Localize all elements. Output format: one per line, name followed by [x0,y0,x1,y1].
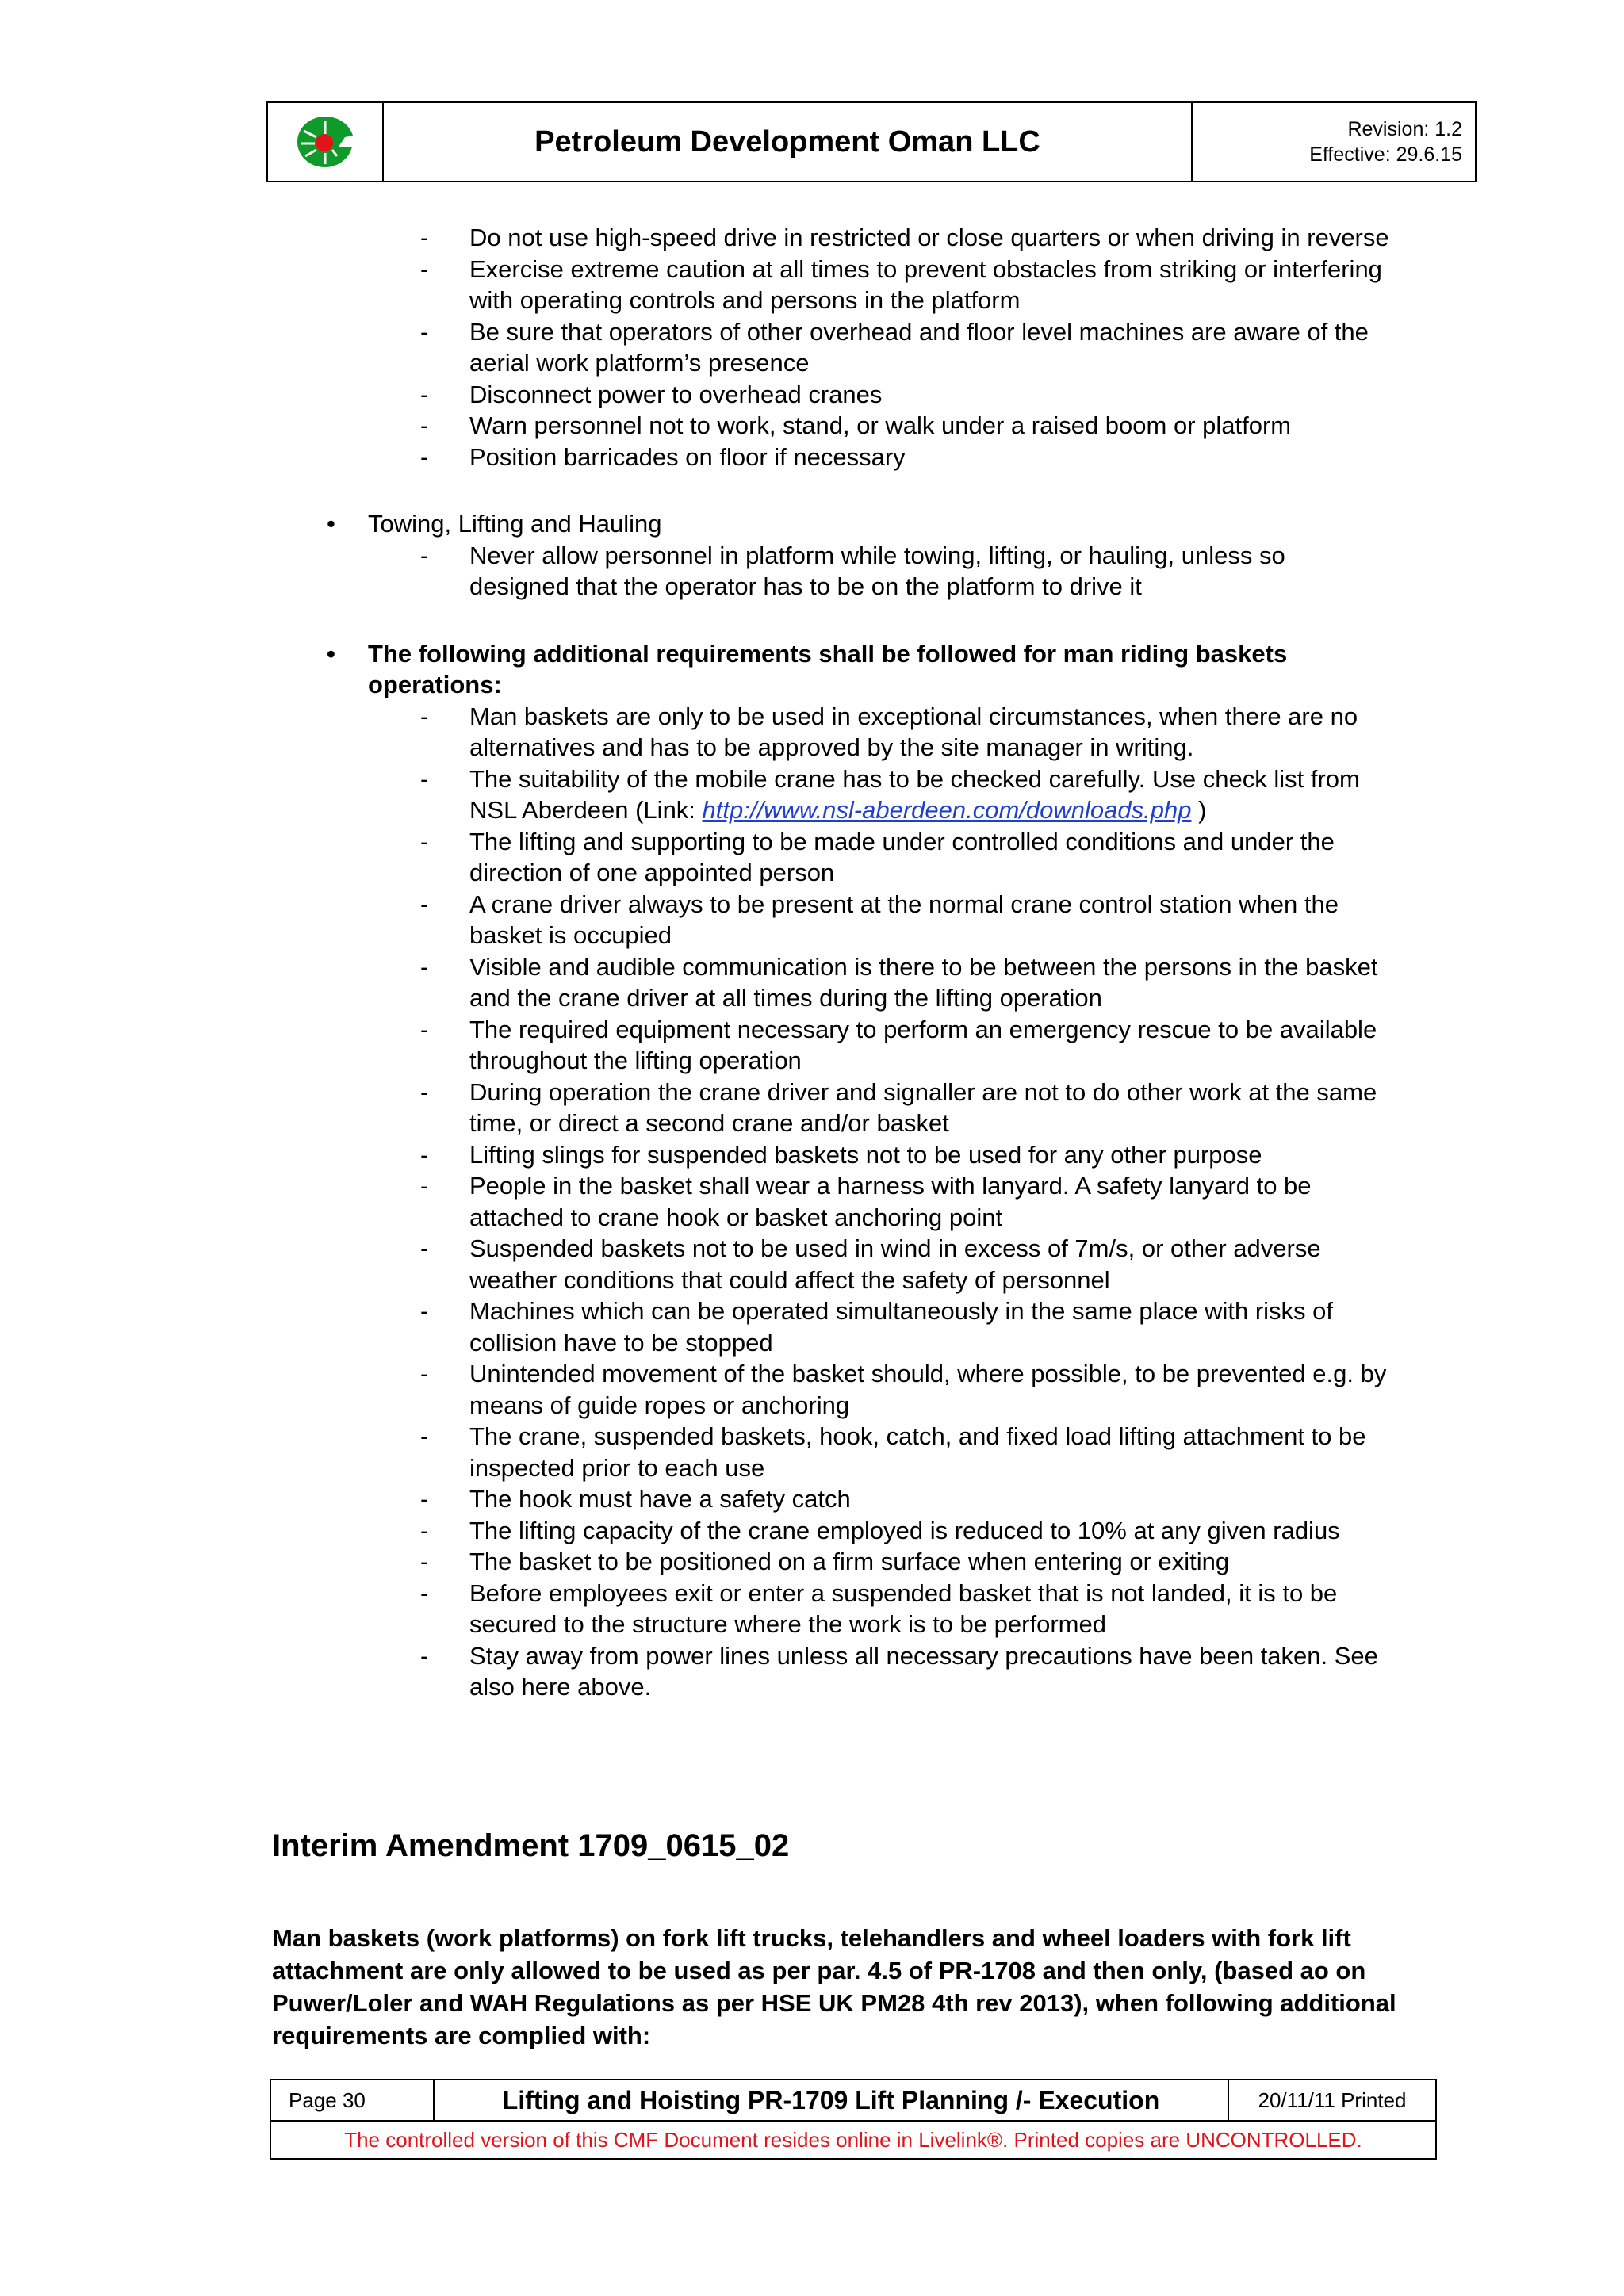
list-item-text: The suitability of the mobile crane has to be checked carefully. Use check list from NSL Aberdeen (Link: [469,764,1360,824]
list-item: - A crane driver always to be present at the normal crane control station when the basket is occupied [266,889,1389,951]
controlled-copy-notice: The controlled version of this CMF Document resides online in Livelink®. Printed copies are UNCONTROLLED. [344,2127,1362,2152]
list-item: - Disconnect power to overhead cranes [266,379,1389,411]
list-item: - Be sure that operators of other overhead and floor level machines are aware of the aerial work platform’s presence [266,316,1389,379]
bullet-dot: • [327,510,335,538]
list-item: - Exercise extreme caution at all times to prevent obstacles from striking or interfering with operating controls and persons in the platform [266,254,1389,316]
revision-text: Revision: 1.2 [1347,118,1462,140]
company-name: Petroleum Development Oman LLC [384,103,1193,181]
revision-block [1193,103,1475,181]
list-item: - Visible and audible communication is there to be between the persons in the basket and the crane driver at all times during the lifting operation [266,951,1389,1014]
platform-operation-list [266,222,1456,473]
list-item: - The required equipment necessary to perform an emergency rescue to be available throughout the lifting operation [266,1014,1389,1077]
list-item: - Lifting slings for suspended baskets not to be used for any other purpose [266,1139,1389,1171]
logo-cell [268,103,384,181]
list-item: - The lifting and supporting to be made under controlled conditions and under the direction of one appointed person [266,826,1389,889]
list-item: - Position barricades on floor if necessary [266,442,1389,473]
list-item: - Machines which can be operated simultaneously in the same place with risks of collision have to be stopped [266,1295,1389,1358]
list-item: - During operation the crane driver and signaller are not to do other work at the same time, or direct a second crane and/or basket [266,1077,1389,1139]
list-item: - The lifting capacity of the crane employed is reduced to 10% at any given radius [266,1515,1389,1547]
list-item: - Stay away from power lines unless all necessary precautions have been taken. See also here above. [266,1640,1389,1703]
list-item: - Never allow personnel in platform while towing, lifting, or hauling, unless so designed that the operator has to be on the platform to drive it [266,540,1389,603]
document-header [266,101,1477,182]
amendment-paragraph: Man baskets (work platforms) on fork lift trucks, telehandlers and wheel loaders with fork lift attachment are only allowed to be used as per par. 4.5 of PR-1708 and then only, (based ao on Puwer/Loler and WAH Regulations as per HSE UK PM28 4th rev 2013), when following additional requirements are complied with: [272,1924,1396,2049]
list-item: - The crane, suspended baskets, hook, catch, and fixed load lifting attachment to be inspected prior to each use [266,1421,1389,1483]
list-item: - Do not use high-speed drive in restricted or close quarters or when driving in reverse [266,222,1389,254]
list-item-text: ) [1191,796,1207,824]
list-item: - People in the basket shall wear a harness with lanyard. A safety lanyard to be attached to crane hook or basket anchoring point [266,1170,1389,1233]
towing-list [266,540,1456,603]
document-body [266,222,1456,1703]
list-item: - The basket to be positioned on a firm surface when entering or exiting [266,1546,1389,1578]
list-item: - Suspended baskets not to be used in wind in excess of 7m/s, or other adverse weather conditions that could affect the safety of personnel [266,1233,1389,1295]
list-item: - Before employees exit or enter a suspended basket that is not landed, it is to be secured to the structure where the work is to be performed [266,1578,1389,1640]
list-item: - Unintended movement of the basket should, where possible, to be prevented e.g. by means of guide ropes or anchoring [266,1358,1389,1421]
effective-date: Effective: 29.6.15 [1309,144,1462,166]
pdo-logo-icon [293,113,358,170]
document-footer [270,2079,1437,2160]
man-basket-requirements-list [266,701,1456,1703]
list-item: - Man baskets are only to be used in exceptional circumstances, when there are no alternatives and has to be approved by the site manager in writing. [266,701,1389,763]
amendment-heading: Interim Amendment 1709_0615_02 [272,1828,790,1863]
list-item [266,763,1389,826]
nsl-aberdeen-link[interactable]: http://www.nsl-aberdeen.com/downloads.php [702,796,1192,824]
bullet-dot: • [327,639,335,668]
footer-row [271,2080,1435,2122]
bullet-text: Towing, Lifting and Hauling [368,510,662,538]
print-date: 20/11/11 Printed [1258,2087,1407,2112]
bullet-man-baskets [266,638,1399,701]
bullet-text: The following additional requirements shall be followed for man riding baskets operations: [368,639,1288,698]
list-item: - The hook must have a safety catch [266,1483,1389,1515]
bullet-towing [266,508,1456,540]
document-title: Lifting and Hoisting PR-1709 Lift Planning /- Execution [435,2080,1229,2120]
list-item: - Warn personnel not to work, stand, or walk under a raised boom or platform [266,410,1389,442]
page-number: Page 30 [271,2080,435,2120]
